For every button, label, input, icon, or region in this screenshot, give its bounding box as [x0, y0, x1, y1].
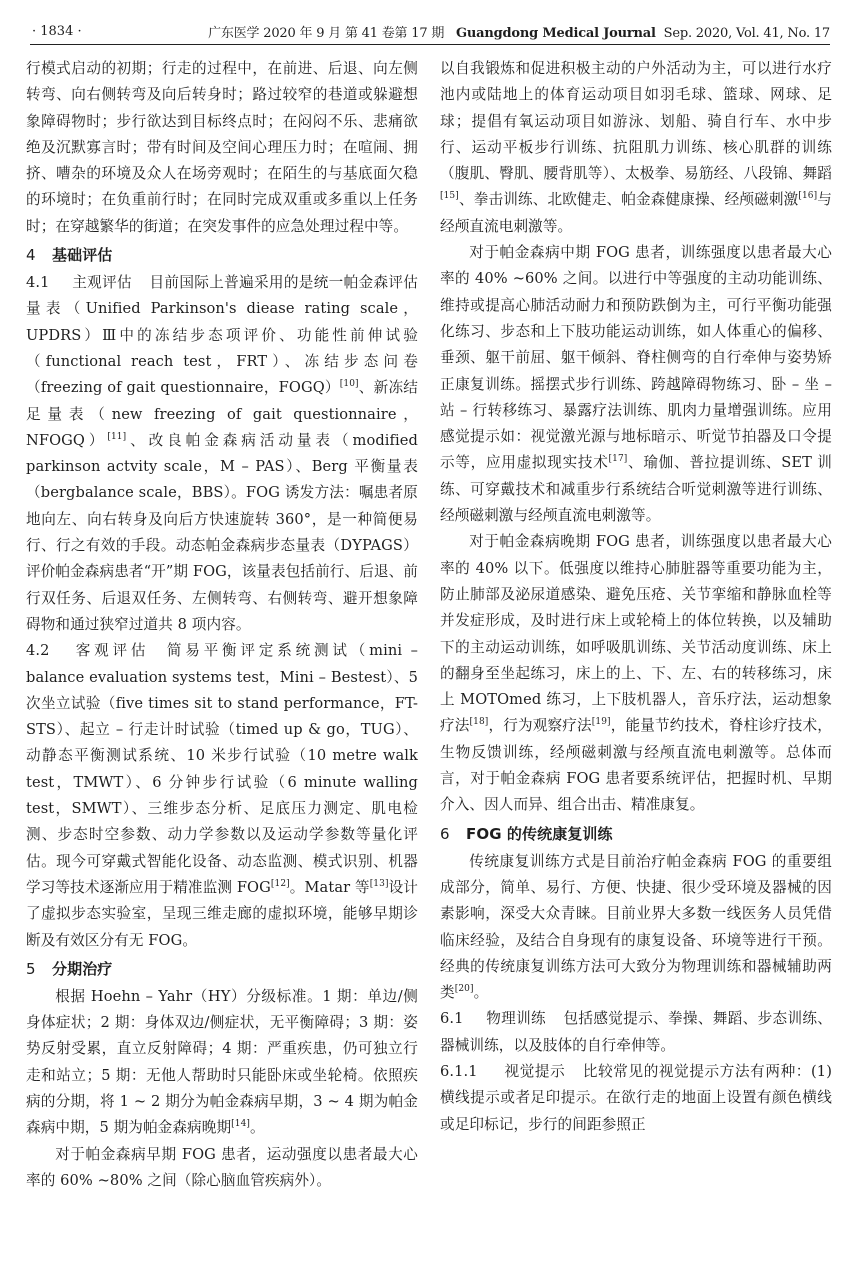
section-4-heading: [26, 240, 418, 270]
paragraph-early-stage: 对于帕金森病早期 FOG 患者，运动强度以患者最大心率的 60% ~80% 之间（除心脑血管疾病外）。: [26, 1145, 418, 1189]
paragraph-4-2: [26, 638, 418, 954]
text-run: 传统康复训练方式是目前治疗帕金森病 FOG 的重要组成部分，简单、易行、方便、快捷、很少受环境及器械的因素影响，深受大众青睐。目前业界大多数一线医务人员凭借临床经验，及结合自身现有的康复设备、环境等进行干预。经典的传统康复训练方法可大致分为物理训练和器械辅助两类: [440, 852, 832, 1002]
right-column: [440, 56, 832, 1138]
paragraph-traditional-rehab: [440, 849, 832, 1007]
left-column: [26, 56, 418, 1194]
text-run: 对于帕金森病晚期 FOG 患者，训练强度以患者最大心率的 40% 以下。低强度以维持心肺脏器等重要功能为主，防止肺部及泌尿道感染、避免压疮、关节挛缩和静脉血栓等并发症形成，及时进行床上或轮椅上的体位转换，以及辅助下的主动运动训练，如呼吸肌训练、关节活动度训练、床上的翻身至坐起练习，床上的上、下、左、右的转移练习，床上 MOTOmed 练习，上下肢机器人，音乐疗法，运动想象疗法: [440, 533, 832, 735]
text-run: 、瑜伽、普拉提训练、SET 训练、可穿戴技术和减重步行系统结合听觉刺激等进行训练、经颅磁刺激与经颅直流电刺激等。: [440, 454, 832, 525]
section-title: 分期治疗: [52, 959, 113, 978]
section-title: 基础评估: [52, 246, 113, 265]
section-number: 4: [26, 246, 36, 265]
text-run: 、改良帕金森病活动量表（modified parkinson actvity scale，M – PAS）、Berg 平衡量表（bergbalance scale，BBS）。FOG 诱发方法：嘱患者原地向左、向右转身及向后方快速旋转 360°，是一种简便易行、行之有效的手段。动态帕金森病步态量表（DYPAGS）评价帕金森病患者“开”期 FOG，该量表包括前行、后退、前行双任务、后退双任务、左侧转弯、右侧转弯、避开想象障碍物和通过狭窄过道共 8 项内容。: [26, 431, 418, 633]
citation-ref: [18]: [469, 717, 489, 728]
text-run: 、拳击训练、北欧健走、帕金森健康操、经颅磁刺激: [458, 191, 799, 209]
paragraph-intro-continued: 行模式启动的初期；行走的过程中，在前进、后退、向左侧转弯、向右侧转弯及向后转身时；路过较窄的巷道或躲避想象障碍物时；步行欲达到目标终点时；在闷闷不乐、悲痛欲绝及沉默寡言时；带有时间及空间心理压力时；在喧闹、拥挤、嘈杂的环境及众人在场旁观时；在陌生的与基底面欠稳的环境时；在负重前行时；在同时完成双重或多重以上任务时；在穿越繁华的街道；在突发事件的应急处理过程中等。: [26, 60, 418, 235]
text-run: 以自我锻炼和促进积极主动的户外活动为主，可以进行水疗池内或陆地上的体育运动项目如羽毛球、篮球、网球、足球；提倡有氧运动项目如游泳、划船、骑自行车、水中步行、运动平板步行训练、抗阻肌力训练、核心肌群的训练（腹肌、臀肌、腰背肌等）、太极拳、易筋经、八段锦、舞蹈: [440, 60, 832, 183]
citation-ref: [15]: [440, 191, 459, 202]
citation-ref: [16]: [798, 191, 818, 202]
subsection-title: 客观评估: [72, 642, 150, 660]
page-number: · 1834 ·: [32, 24, 82, 39]
section-number: 6: [440, 824, 450, 843]
paragraph-late-stage: [440, 529, 832, 818]
citation-ref: [19]: [591, 717, 611, 728]
text-run: ，能量节约技术，脊柱诊疗技术，生物反馈训练，经颅磁刺激与经颅直流电刺激等。总体而言，对于帕金森病 FOG 患者要系统评估，把握时机、早期介入、因人而异、组合出击、精准康复。: [440, 717, 832, 814]
paragraph-6-1: [440, 1006, 832, 1059]
text-run: 包括感觉提示、拳操、舞蹈、步态训练、器械训练，以及肢体的自行牵伸等。: [440, 1010, 832, 1054]
journal-date-volume: Sep. 2020, Vol. 41, No. 17: [663, 26, 830, 41]
text-run: ，行为观察疗法: [488, 717, 592, 735]
citation-ref: [11]: [107, 432, 127, 442]
subsection-title: 物理训练: [486, 1010, 546, 1028]
subsection-number: 6.1: [440, 1010, 464, 1028]
text-run: 、新冻结足量表（new freezing of gait questionnaire，NFOGQ）: [26, 379, 418, 449]
citation-ref: [20]: [454, 984, 474, 995]
citation-ref: [12]: [270, 879, 290, 890]
citation-ref: [10]: [339, 379, 359, 390]
subsection-title: 主观评估: [72, 274, 132, 292]
text-run: 目前国际上普遍采用的是统一帕金森评估量表（Unified Parkinson's diease rating scale，UPDRS）Ⅲ中的冻结步态项评价、功能性前伸试验（functional reach test，FRT）、冻结步态问卷（freezing of gait questionnaire，FOGQ）: [26, 274, 418, 397]
page-header: [30, 18, 830, 45]
citation-ref: [17]: [608, 454, 628, 465]
subsection-number: 4.2: [26, 642, 50, 660]
citation-ref: [13]: [369, 879, 389, 890]
text-run: 对于帕金森病中期 FOG 患者，训练强度以患者最大心率的 40% ~60% 之间。以进行中等强度的主动功能训练、维持或提高心肺活动耐力和预防跌倒为主，可行平衡功能强化练习、步态和上下肢功能运动训练，如人体重心的偏移、垂颈、躯干前屈、躯干倾斜、脊柱侧弯的自行牵伸与姿势矫正康复训练。摇摆式步行训练、跨越障碍物练习、卧 – 坐 – 站 – 行转移练习、暴露疗法训练、肌肉力量增强训练。应用感觉提示如：视觉激光源与地标暗示、听觉节拍器及口令提示等，应用虚拟现实技术: [440, 244, 832, 472]
text-run: 简易平衡评定系统测试（mini – balance evaluation systems test，Mini – Bestest）、5 次坐立试验（five times sit to stand performance，FT-STS）、起立 – 行走计时试验（timed up & go，TUG）、动静态平衡测试系统、10 米步行试验（10 metre walk test，TMWT）、6 分钟步行试验（6 minute walling test，SMWT）、三维步态分析、足底压力测定、肌电检测、步态时空参数、动力学参数以及运动学参数等量化评估。现今可穿戴式智能化设备、动态监测、模式识别、机器学习等技术逐渐应用于精准监测 FOG: [26, 642, 418, 896]
section-title: FOG 的传统康复训练: [466, 824, 613, 843]
journal-title-cn: 广东医学 2020 年 9 月 第 41 卷第 17 期: [208, 26, 445, 41]
section-5-heading: [26, 954, 418, 984]
paragraph-6-1-1: [440, 1059, 832, 1138]
text-run: 。: [473, 984, 489, 1002]
paragraph-middle-stage: [440, 240, 832, 529]
journal-info: [208, 22, 830, 41]
text-run: 。: [250, 1119, 265, 1137]
text-run: 。Matar 等: [289, 878, 370, 896]
section-number: 5: [26, 959, 36, 978]
paragraph-hoehn-yahr: [26, 984, 418, 1142]
text-run: 与经颅直流电刺激等。: [440, 191, 832, 235]
subsection-number: 4.1: [26, 274, 50, 292]
text-run: 根据 Hoehn – Yahr（HY）分级标准。1 期：单边/侧身体症状；2 期：身体双边/侧症状，无平衡障碍；3 期：姿势反射受累，直立反射障碍；4 期：严重疾患，仍可独立行走和站立；5 期：无他人帮助时只能卧床或坐轮椅。依照疾病的分期，将 1 ~ 2 期分为帕金森病早期，3 ~ 4 期为帕金森病中期，5 期为帕金森病晚期: [26, 987, 418, 1137]
text-run: 比较常见的视觉提示方法有两种：(1)横线提示或者足印提示。在欲行走的地面上设置有颜色横线或足印标记，步行的间距参照正: [440, 1062, 832, 1133]
text-run: 设计了虚拟步态实验室，呈现三维走廊的虚拟环境，能够早期诊断及有效区分有无 FOG。: [26, 878, 419, 949]
paragraph-early-stage-continued: [440, 56, 832, 240]
subsection-number: 6.1.1: [440, 1062, 478, 1080]
journal-title-en: Guangdong Medical Journal: [455, 26, 656, 41]
paragraph-4-1: [26, 270, 418, 638]
section-6-heading: [440, 819, 832, 849]
subsection-title: 视觉提示: [504, 1062, 566, 1080]
citation-ref: [14]: [231, 1119, 251, 1130]
